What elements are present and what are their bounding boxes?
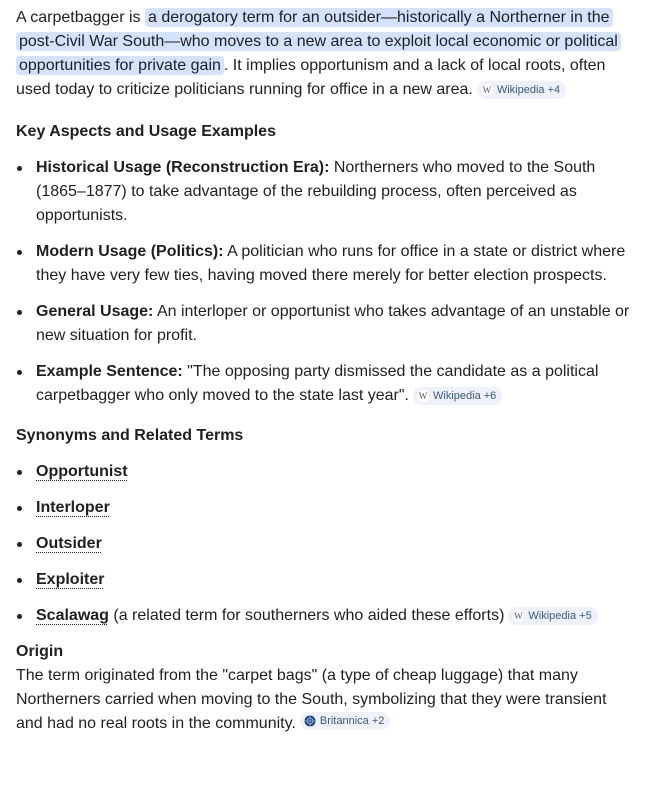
list-item [16, 568, 648, 592]
intro-rest: . It implies opportunism and a lack of local roots, often used today to criticize politicians running for office in a new area. [16, 57, 606, 98]
section-heading-key-aspects: Key Aspects and Usage Examples [16, 123, 276, 140]
wikipedia-icon: W [482, 85, 492, 95]
source-chip-label: Wikipedia +6 [433, 390, 497, 402]
key-aspects-list [16, 156, 635, 408]
highlighted-definition[interactable]: a derogatory term for an outsider—historically a Northerner in the post-Civil War South—who moves to a new area to exploit local economic or political opportunities for private gain [16, 8, 621, 75]
synonyms-list [16, 460, 635, 628]
list-item [16, 532, 648, 556]
britannica-icon [304, 715, 316, 727]
section-heading-origin: Origin [16, 643, 64, 660]
list-item [16, 604, 648, 628]
item-text: An interloper or opportunist who takes advantage of an unstable or new situation for profit. [36, 303, 630, 344]
source-chip-wikipedia[interactable] [508, 607, 597, 625]
synonym-note: (a related term for southerners who aided these efforts) [108, 607, 505, 624]
synonym-term-scalawag[interactable]: Scalawag [36, 607, 109, 624]
item-label: Modern Usage (Politics): [36, 243, 224, 260]
synonym-term-interloper[interactable]: Interloper [36, 499, 110, 516]
item-label: Example Sentence: [36, 363, 183, 380]
source-chip-label: Wikipedia +4 [496, 84, 561, 96]
section-heading-synonyms: Synonyms and Related Terms [16, 427, 244, 444]
intro-lead: A carpetbagger is [16, 9, 141, 26]
item-label: General Usage: [36, 303, 154, 320]
synonym-term-outsider[interactable]: Outsider [36, 535, 102, 552]
list-item [16, 460, 648, 484]
wikipedia-icon: W [514, 611, 523, 621]
item-text: Northerners who moved to the South (1865–1877) to take advantage of the rebuilding process, often perceived as opportunists. [36, 159, 596, 224]
source-chip-britannica[interactable] [300, 712, 391, 730]
origin-paragraph [16, 664, 636, 736]
synonym-term-exploiter[interactable]: Exploiter [36, 571, 105, 588]
source-chip-wikipedia[interactable] [477, 81, 566, 99]
source-chip-label: Wikipedia +5 [528, 610, 592, 622]
wikipedia-icon: W [418, 391, 428, 401]
source-chip-label: Britannica +2 [319, 715, 385, 727]
source-chip-wikipedia[interactable] [413, 387, 502, 405]
item-label: Historical Usage (Reconstruction Era): [36, 159, 330, 176]
list-item [16, 360, 648, 408]
item-text: "The opposing party dismissed the candidate as a political carpetbagger who only moved to the state last year". [36, 363, 599, 404]
item-text: A politician who runs for office in a state or district where they have very few ties, having moved there merely for better election prospects. [36, 243, 626, 284]
list-item [16, 240, 648, 288]
intro-paragraph [16, 6, 628, 102]
list-item [16, 496, 648, 520]
list-item [16, 300, 648, 348]
synonym-term-opportunist[interactable]: Opportunist [36, 463, 128, 480]
list-item [16, 156, 648, 228]
origin-text: The term originated from the "carpet bags" (a type of cheap luggage) that many Northerners carried when moving to the South, symbolizing that they were transient and had no real roots in the community. [16, 667, 607, 732]
